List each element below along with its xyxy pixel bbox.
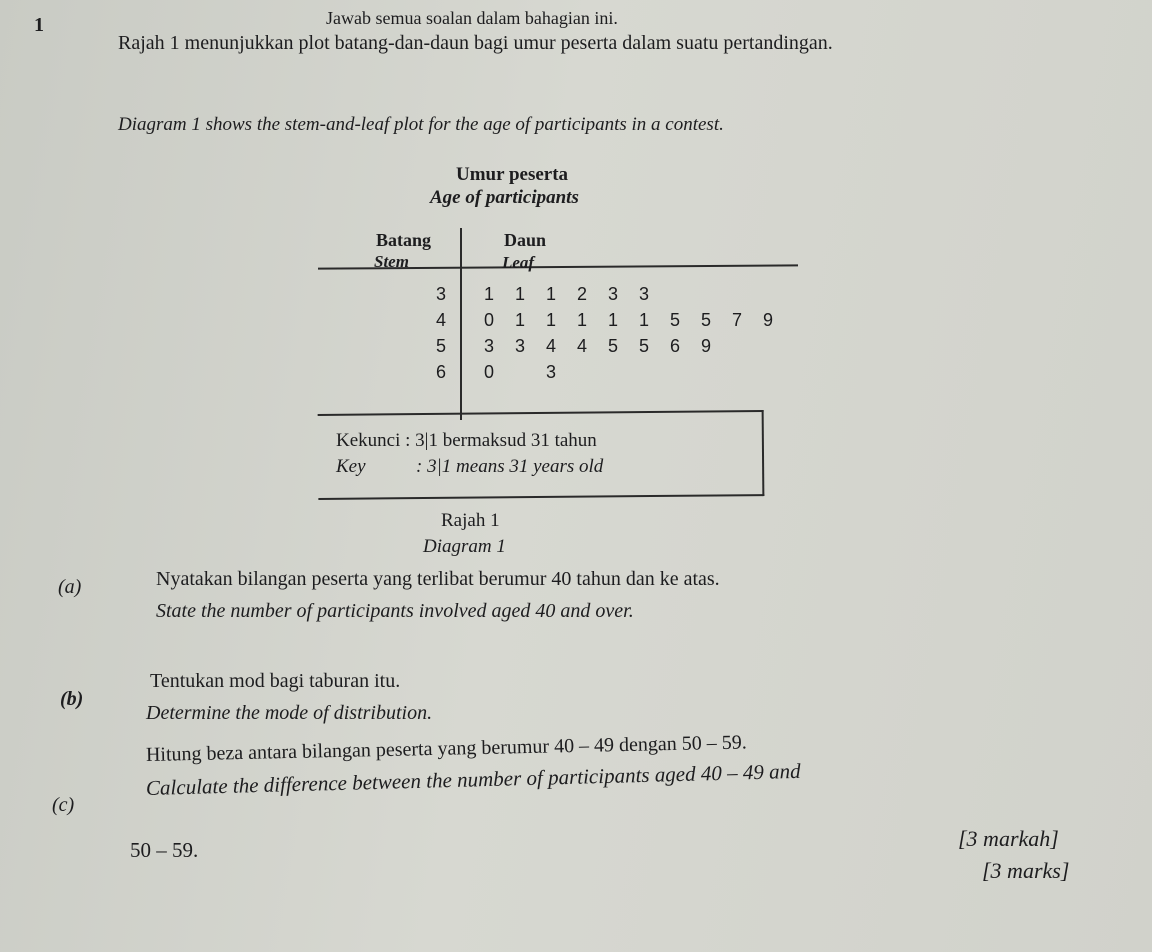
- stem-value: 4: [436, 310, 447, 330]
- marks-malay: [3 markah]: [958, 826, 1059, 851]
- question-b-english: Determine the mode of distribution.: [146, 702, 433, 724]
- leaf-value: 5: [639, 336, 650, 356]
- key-box: [318, 410, 765, 500]
- leaf-value: 3: [639, 284, 650, 304]
- leaf-value: 6: [670, 336, 681, 356]
- plot-title-malay: Umur peserta: [456, 164, 569, 185]
- leaf-value: 5: [608, 336, 619, 356]
- leaf-value: 3: [515, 336, 526, 356]
- question-b-label: (b): [60, 688, 84, 710]
- header-leaf-malay: Daun: [504, 230, 547, 250]
- key-text-english: [336, 456, 603, 478]
- stem-and-leaf-plot: [318, 228, 798, 418]
- leaf-value: 1: [515, 310, 526, 330]
- leaf-value: 0: [484, 310, 495, 330]
- stem-value: 3: [436, 284, 447, 304]
- leaf-value: 5: [701, 310, 712, 330]
- intro-text-english: Diagram 1 shows the stem-and-leaf plot for the age of participants in a contest.: [118, 114, 724, 135]
- leaf-value: 2: [577, 284, 588, 304]
- leaf-value: 1: [639, 310, 650, 330]
- leaf-value: 1: [484, 284, 495, 304]
- diagram-caption-malay: Rajah 1: [441, 510, 500, 531]
- plot-row-5: [318, 336, 798, 362]
- leaf-value: 1: [546, 284, 557, 304]
- question-c-label: (c): [52, 794, 75, 816]
- leaf-value: 9: [763, 310, 774, 330]
- intro-text-malay: Rajah 1 menunjukkan plot batang-dan-daun bagi umur peserta dalam suatu pertandingan.: [118, 32, 833, 54]
- leaf-value: 3: [608, 284, 619, 304]
- question-number: 1: [34, 14, 44, 36]
- plot-row-6: [318, 362, 798, 388]
- question-c-english: Calculate the difference between the number of participants aged 40 – 49 and: [145, 758, 801, 800]
- plot-row-4: [318, 310, 798, 336]
- leaf-value: 3: [546, 362, 557, 382]
- leaf-value: 1: [608, 310, 619, 330]
- diagram-caption-english: Diagram 1: [423, 536, 506, 557]
- leaf-value: 4: [546, 336, 557, 356]
- leaf-value: 5: [670, 310, 681, 330]
- header-leaf-english: Leaf: [502, 253, 535, 272]
- question-c-malay: Hitung beza antara bilangan peserta yang berumur 40 – 49 dengan 50 – 59.: [145, 731, 748, 766]
- question-a-malay: Nyatakan bilangan peserta yang terlibat berumur 40 tahun dan ke atas.: [156, 568, 720, 590]
- question-b-malay: Tentukan mod bagi taburan itu.: [150, 670, 401, 692]
- leaf-value: 4: [577, 336, 588, 356]
- stem-value: 6: [436, 362, 447, 382]
- header-stem-english: Stem: [374, 252, 409, 271]
- leaf-value: 0: [484, 362, 495, 382]
- key-label-english: Key: [336, 456, 366, 477]
- leaf-value: 1: [546, 310, 557, 330]
- leaf-value: 1: [515, 284, 526, 304]
- marks-english: [3 marks]: [982, 858, 1070, 883]
- plot-row-3: [318, 284, 798, 310]
- plot-title-english: Age of participants: [430, 187, 579, 208]
- leaf-value: 1: [577, 310, 588, 330]
- question-a-english: State the number of participants involved aged 40 and over.: [156, 600, 634, 622]
- leaf-value: 3: [484, 336, 495, 356]
- leaf-value: 7: [732, 310, 743, 330]
- header-stem-malay: Batang: [376, 230, 432, 250]
- key-text-malay: Kekunci : 3|1 bermaksud 31 tahun: [336, 430, 597, 451]
- stem-value: 5: [436, 336, 447, 356]
- key-meaning-english: : 3|1 means 31 years old: [416, 456, 604, 477]
- section-instruction: Jawab semua soalan dalam bahagian ini.: [326, 8, 618, 28]
- question-a-label: (a): [58, 576, 82, 598]
- question-c-english-continued: 50 – 59.: [130, 838, 199, 862]
- leaf-value: 9: [701, 336, 712, 356]
